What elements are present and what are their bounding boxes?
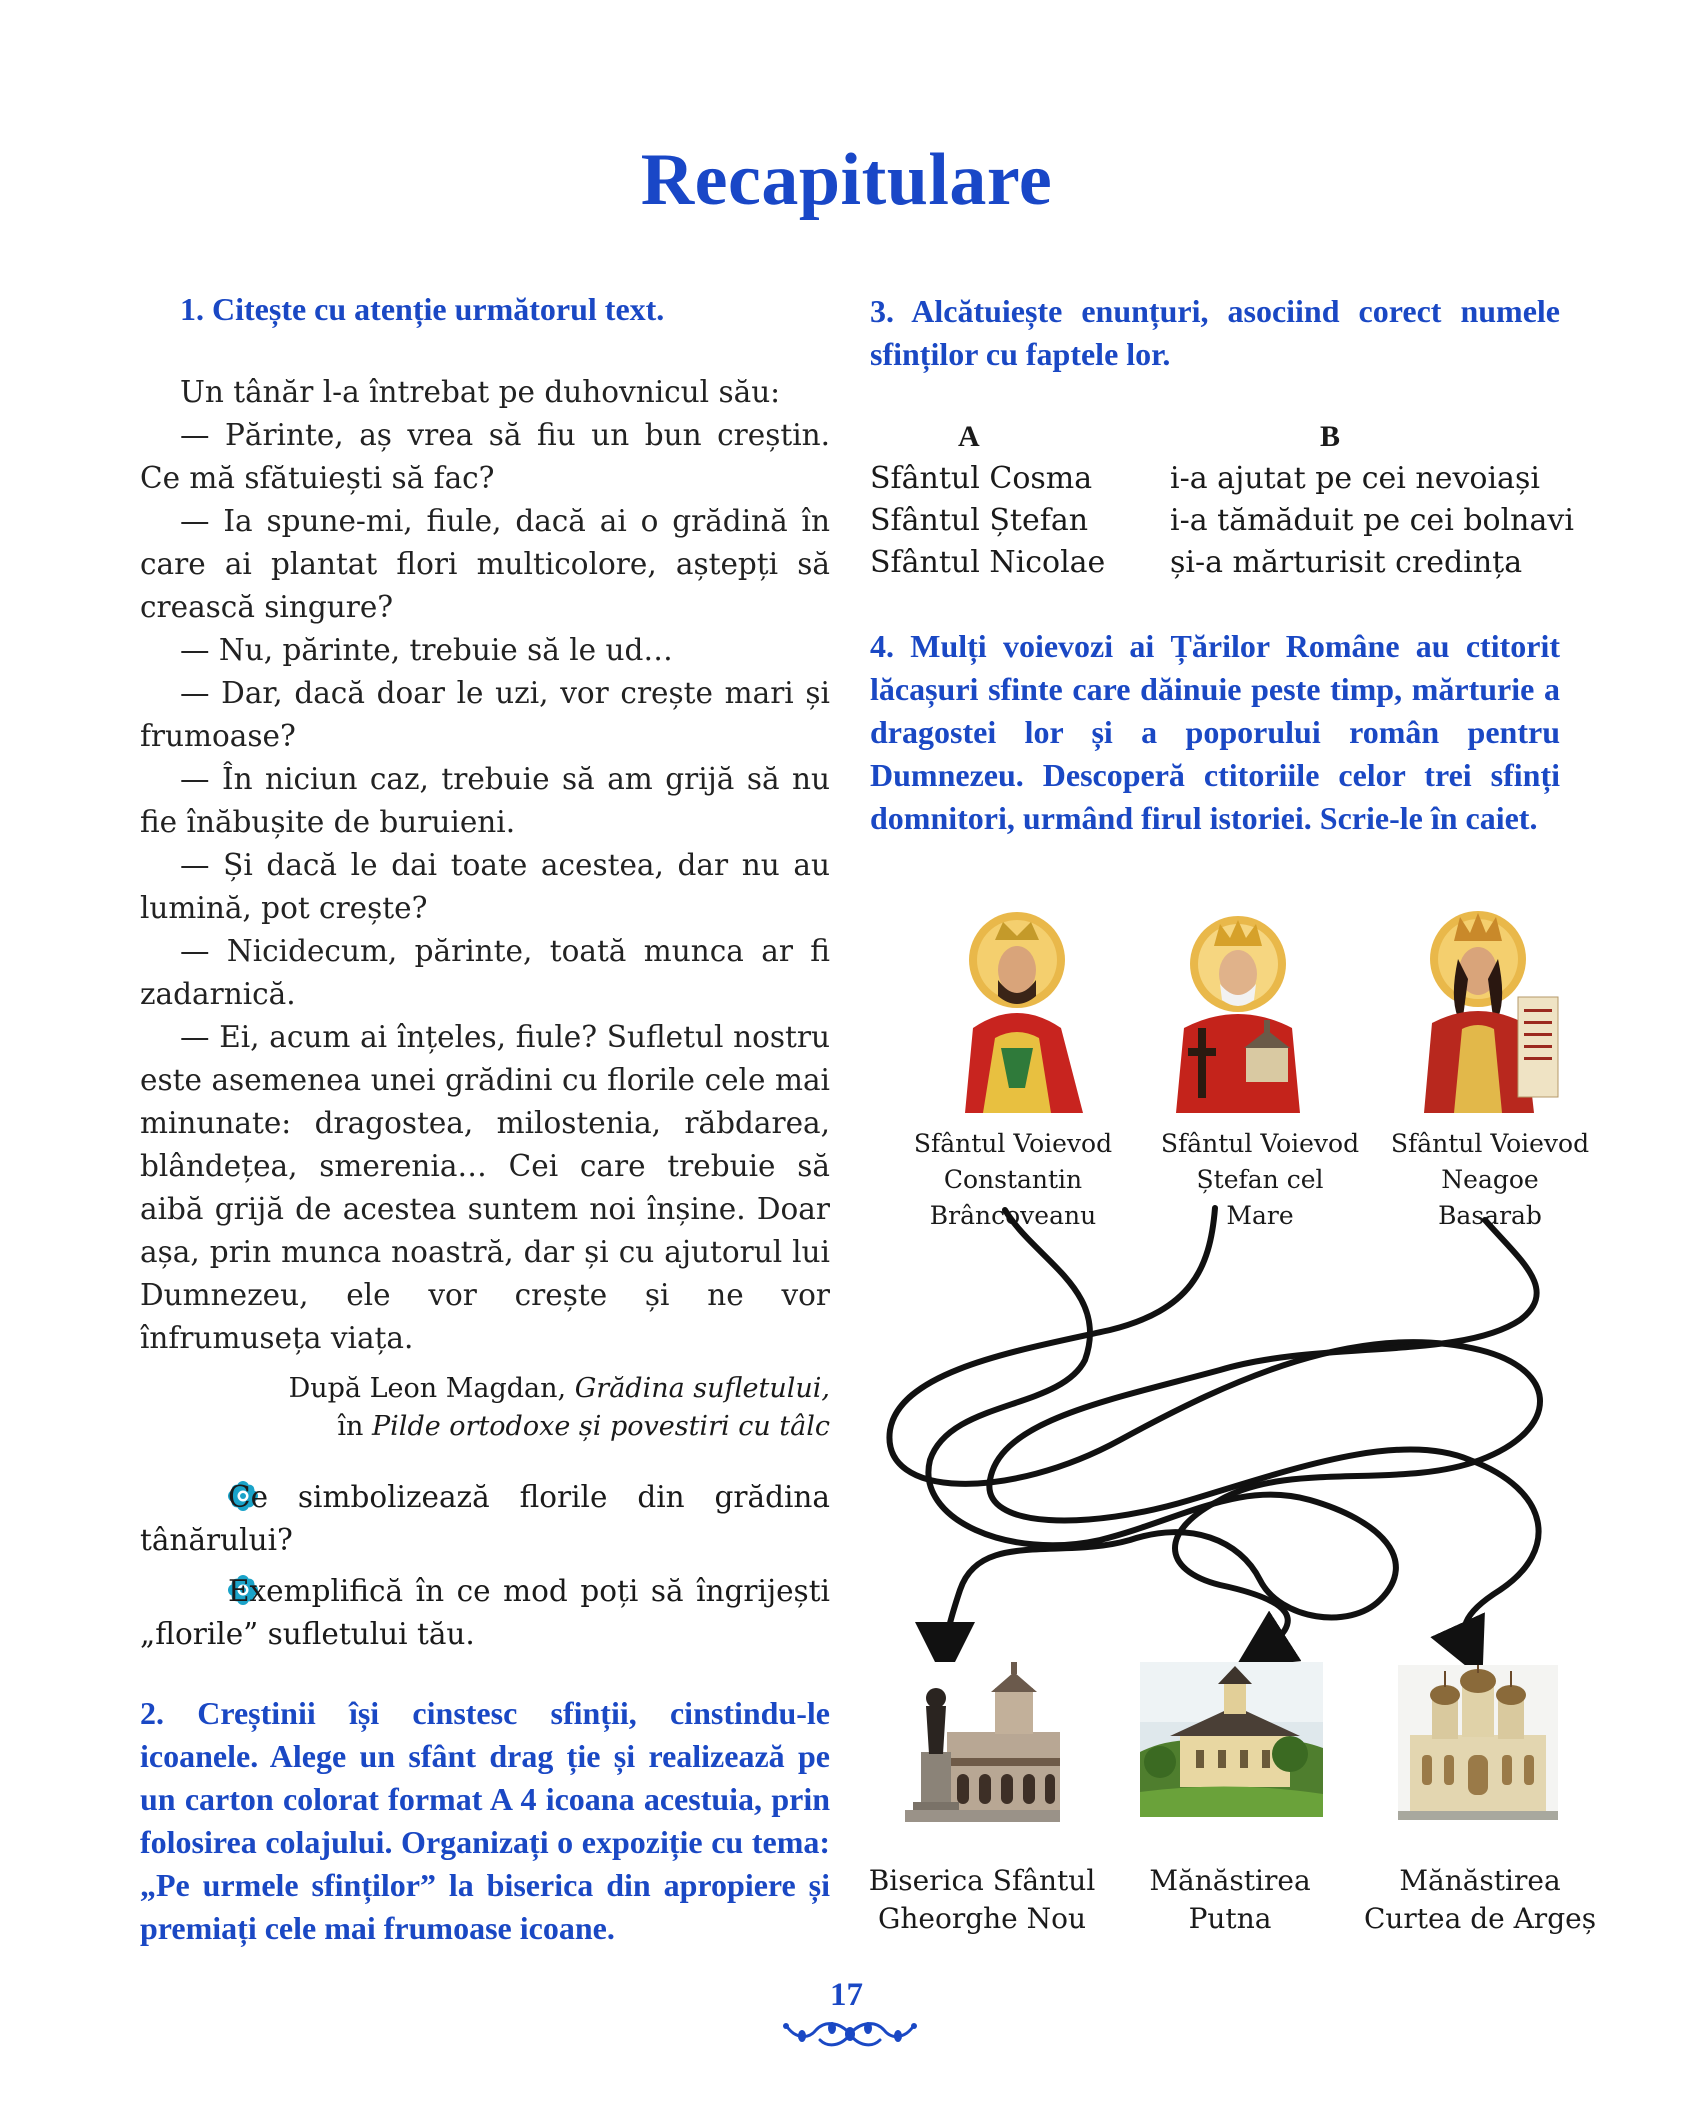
page-number: 17: [830, 1977, 863, 2013]
story-paragraph: — Ia spune-mi, fiule, dacă ai o grădină în care ai plantat flori multicolore, aștepți să crească singure?: [140, 504, 830, 624]
citation: [140, 1370, 830, 1446]
flower-bullet-icon: [184, 1574, 214, 1604]
page-ornament-icon: [780, 2012, 920, 2056]
question-2: Exemplifică în ce mod poți să îngrijești „florile” sufletului tău.: [140, 1574, 830, 1651]
saint-name: Sfântul Nicolae: [870, 545, 1106, 580]
tangled-paths-maze: [860, 1200, 1580, 1680]
saint-deed: i-a tămăduit pe cei bolnavi: [1170, 503, 1574, 538]
flower-bullet-icon: [184, 1480, 214, 1510]
column-b-list: [1170, 458, 1574, 584]
church-caption-curtea-de-arges: Mănăstirea Curtea de Argeș: [1363, 1864, 1597, 1935]
exercise-1-heading: 1. Citește cu atenție următorul text.: [180, 291, 665, 327]
church-caption-gheorghe-nou: Biserica Sfântul Gheorghe Nou: [868, 1864, 1096, 1935]
story-paragraph: — În niciun caz, trebuie să am grijă să nu fie înăbușite de buruieni.: [140, 762, 830, 839]
maze-path-1: [928, 1210, 1395, 1652]
church-photo-manastirea-putna: [1140, 1662, 1323, 1817]
exercise-3-heading: 3. Alcătuiește enunțuri, asociind corect numele sfinților cu faptele lor.: [870, 293, 1560, 372]
story-text: [140, 371, 830, 1360]
saint-name: Sfântul Cosma: [870, 461, 1093, 496]
citation-line-1: După Leon Magdan, Grădina sufletului,: [288, 1373, 830, 1404]
story-paragraph: — Dar, dacă doar le uzi, vor crește mari și frumoase?: [140, 676, 830, 753]
maze-path-2: [889, 1208, 1540, 1652]
saint-caption-neagoe: Sfântul Voievod Neagoe Basarab: [1390, 1129, 1590, 1230]
column-b-label: B: [1320, 420, 1341, 453]
exercise-2-heading: 2. Creștinii își cinstesc sfinții, cinstindu-le icoanele. Alege un sfânt drag ție și realizează pe un carton colorat format A 4 icoana acestuia, prin folosirea colajului. Organizați o expoziție cu tema: „Pe urmele sfinților” la biserica din apropiere și premiați cele mai frumoase icoane.: [140, 1695, 830, 1946]
saint-name: Sfântul Ștefan: [870, 503, 1089, 538]
left-column: [140, 288, 830, 1950]
saint-icon-brancoveanu: [955, 908, 1095, 1113]
saint-caption-brancoveanu: Sfântul Voievod Constantin Brâncoveanu: [913, 1129, 1113, 1230]
saint-icon-neagoe-basarab: [1418, 905, 1563, 1113]
citation-line-2: în Pilde ortodoxe și povestiri cu tâlc: [337, 1411, 830, 1442]
story-paragraph: — Nu, părinte, trebuie să le ud…: [180, 633, 673, 667]
column-a-list: [870, 458, 1105, 584]
story-paragraph: — Nicidecum, părinte, toată munca ar fi zadarnică.: [140, 934, 830, 1011]
saint-deed: și-a mărturisit credința: [1170, 545, 1523, 580]
question-1: Ce simbolizează florile din grădina tânărului?: [140, 1480, 830, 1557]
saint-deed: i-a ajutat pe cei nevoiași: [1170, 461, 1540, 496]
story-paragraph: Un tânăr l-a întrebat pe duhovnicul său:: [180, 375, 781, 409]
story-paragraph: — Părinte, aș vrea să fiu un bun creștin. Ce mă sfătuiești să fac?: [140, 418, 830, 495]
column-a-label: A: [958, 420, 980, 453]
story-paragraph: — Ei, acum ai înțeles, fiule? Sufletul nostru este asemenea unei grădini cu florile cele mai minunate: dragostea, milostenia, răbdarea, blândețea, smerenia… Cei care trebuie să aibă grijă de acestea suntem noi înșine. Doar așa, prin munca noastră, dar și cu ajutorul lui Dumnezeu, ele vor crește și ne vor înfrumuseța viața.: [140, 1020, 830, 1355]
church-caption-putna: Mănăstirea Putna: [1149, 1864, 1311, 1935]
saint-icon-stefan-cel-mare: [1168, 908, 1308, 1113]
church-photo-curtea-de-arges: [1398, 1665, 1558, 1820]
exercise-4-heading: 4. Mulți voievozi ai Țărilor Române au ctitorit lăcașuri sfinte care dăinuie peste timp, mărturie a dragostei lor și a poporului român pentru Dumnezeu. Descoperă ctitoriile celor trei sfinți domnitori, urmând firul istoriei. Scrie-le în caiet.: [870, 628, 1560, 836]
story-paragraph: — Și dacă le dai toate acestea, dar nu au lumină, pot crește?: [140, 848, 830, 925]
page-title: Recapitulare: [640, 139, 1053, 221]
church-photo-sfantul-gheorghe-nou: [905, 1662, 1060, 1822]
saint-caption-stefan: Sfântul Voievod Ștefan cel Mare: [1160, 1129, 1360, 1230]
